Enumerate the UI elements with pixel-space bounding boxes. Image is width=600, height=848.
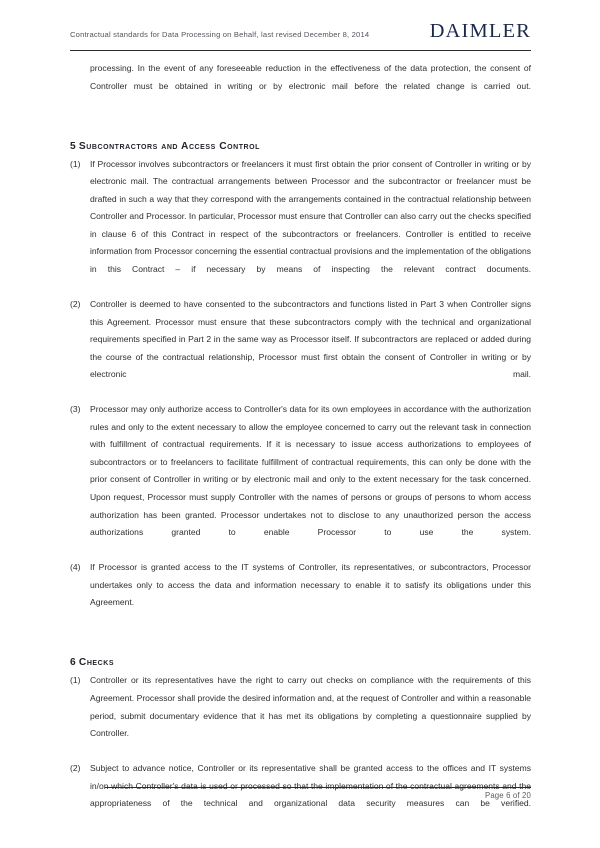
- item-text: Controller or its representatives have the right to carry out checks on compliance with the requirements of this Agreement. Processor shall provide the desired information and, at the request of Controller and within a reasonable period, submit documentary evidence that it has met its obligations by completing a questionnaire supplied by Controller.: [90, 675, 531, 739]
- list-item: [70, 672, 531, 760]
- section-title: Checks: [78, 657, 115, 669]
- section-heading-6: [70, 656, 531, 670]
- list-item: [70, 156, 531, 296]
- daimler-logo: DAIMLER: [429, 20, 531, 42]
- item-text: If Processor involves subcontractors or freelancers it must first obtain the prior consent of Controller in writing or by electronic mail. The contractual arrangements between Processor and the subcontractor or freelancer must be drafted in such a way that they correspond with the arrangements contained in the contractual relationship between Controller and Processor. In particular, Processor must ensure that Controller can also carry out the checks specified in clause 6 of this Contract in respect of the subcontractors or freelancers. Controller is entitled to receive information from Processor concerning the essential contractual provisions and the implementation of the obligations in this Contract – if necessary by means of inspecting the relevant contract documents.: [90, 158, 531, 274]
- spacer: [70, 629, 531, 656]
- item-text: Subject to advance notice, Controller or its representative shall be granted access to the offices and IT systems in/on which Controller's data is used or processed so that the implementation of the contractual agreements and the appropriateness of the technical and organizational data security measures can be verified.: [90, 763, 531, 809]
- item-text: Processor may only authorize access to Controller's data for its own employees in accordance with the authorization rules and only to the extent necessary to allow the employee concerned to carry out the relevant task in connection with fulfillment of contractual requirements. If it is necessary to issue access authorizations to employees of subcontractors or to freelancers to facilitate fulfillment of contractual requirements, this can only be done with the prior consent of Controller in writing or by electronic mail and only to the extent necessary for the task concerned. Upon request, Processor must supply Controller with the names of persons or groups of persons to whom access authorization has been granted. Processor undertakes not to disclose to any unauthorized person the access authorizations granted to enable Processor to use the system.: [90, 404, 531, 538]
- page-header: [70, 20, 531, 52]
- section-number: 6: [70, 657, 76, 669]
- list-item: [70, 559, 531, 629]
- item-marker: (2): [70, 763, 81, 774]
- header-divider: [70, 50, 531, 51]
- document-body: [70, 60, 531, 830]
- document-title: Contractual standards for Data Processing on Behalf, last revised December 8, 2014: [70, 30, 370, 39]
- list-item: [70, 401, 531, 559]
- item-marker: (2): [70, 299, 81, 310]
- item-marker: (1): [70, 158, 81, 169]
- item-text: If Processor is granted access to the IT systems of Controller, its representatives, or subcontractors, Processor undertakes only to access the data and information necessary to enable it to satisfy its obligations under this Agreement.: [90, 562, 531, 608]
- item-marker: (1): [70, 675, 81, 686]
- section-title: Subcontractors and Access Control: [78, 140, 260, 152]
- continued-paragraph: processing. In the event of any foreseeable reduction in the effectiveness of the data protection, the consent of Controller must be obtained in writing or by electronic mail before the related change is carried out.: [90, 63, 531, 91]
- item-text: Controller is deemed to have consented to the subcontractors and functions listed in Part 3 when Controller signs this Agreement. Processor must ensure that these subcontractors comply with the technical and organizational requirements specified in Part 2 in the same way as Processor itself. If subcontractors are replaced or added during the course of the contractual relationship, Processor must first obtain the consent of Controller in writing or by electronic mail.: [90, 299, 531, 380]
- spacer: [70, 113, 531, 140]
- section-heading-5: [70, 140, 531, 154]
- item-marker: (3): [70, 404, 81, 415]
- section-number: 5: [70, 140, 76, 152]
- list-item: [70, 296, 531, 401]
- list-item: [70, 760, 531, 830]
- item-marker: (4): [70, 562, 81, 573]
- footer-divider: [105, 787, 531, 788]
- page-number: Page 6 of 20: [484, 791, 531, 800]
